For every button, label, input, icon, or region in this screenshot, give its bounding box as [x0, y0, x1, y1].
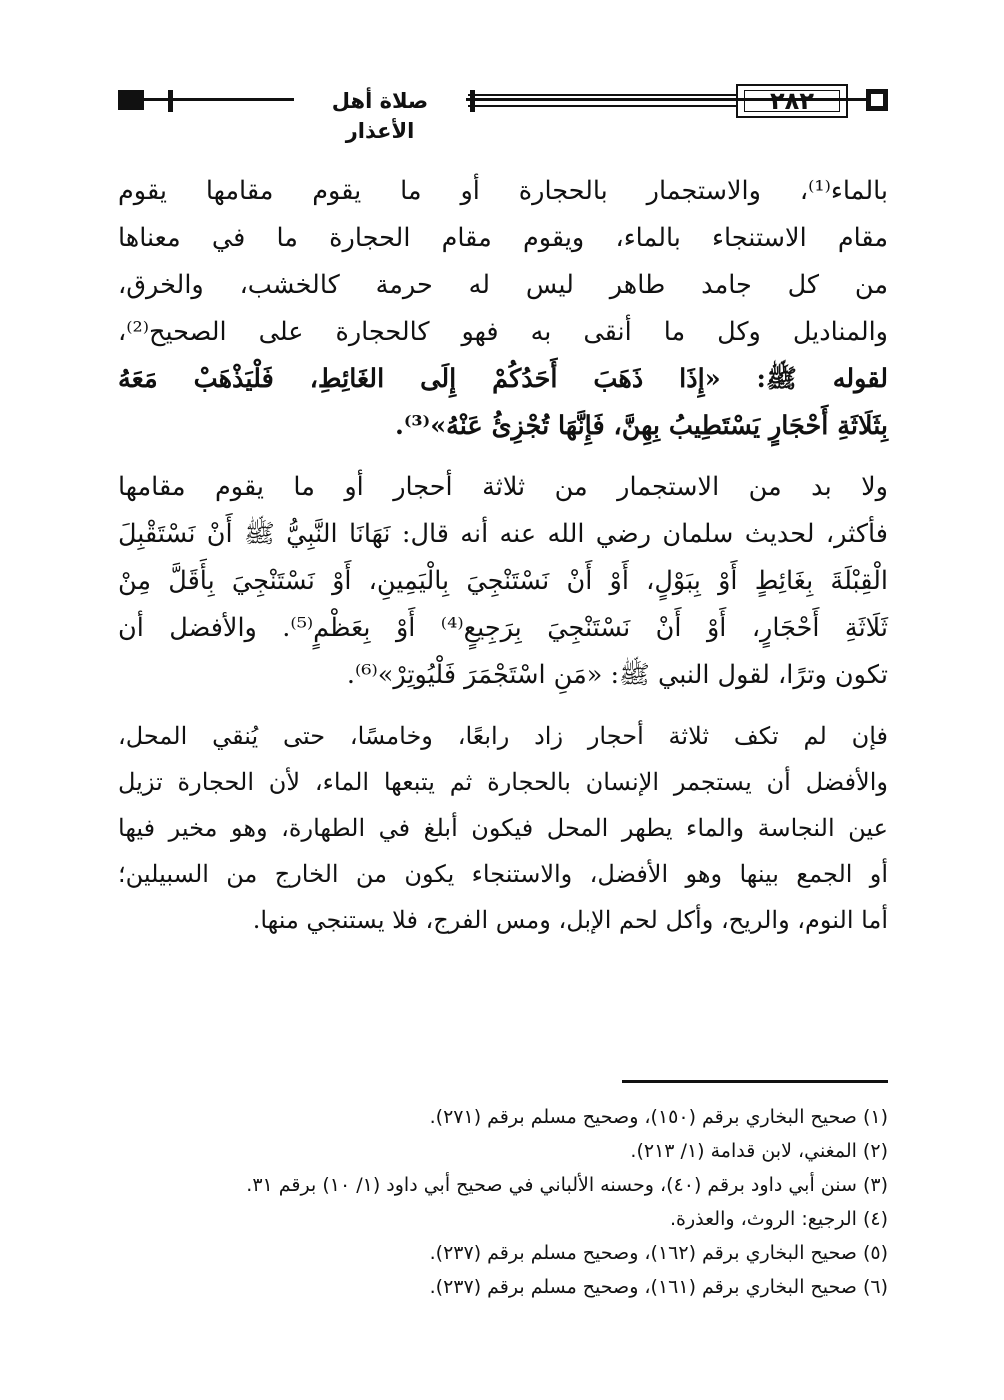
running-title: صلاة أهل الأعذار [294, 86, 466, 116]
footnote: (٢) المغني، لابن قدامة (١/ ٢١٣). [630, 1140, 888, 1162]
footnotes [118, 1100, 888, 1304]
text-line: أو الجمع بينها وهو الأفضل، والاستنجاء يكون من الخارج من السبيلين؛ [118, 860, 889, 888]
text-line: والأفضل أن يستجمر الإنسان بالحجارة ثم يتبعها الماء، لأن الحجارة تزيل [118, 768, 888, 796]
footnote: (٤) الرجيع: الروث، والعذرة. [669, 1208, 888, 1230]
header-rule-thin-top [468, 94, 736, 96]
text-line: ولا بد من الاستجمار من ثلاثة أحجار أو ما يقوم مقامها [118, 472, 888, 502]
header-rule-thin-bottom [468, 105, 736, 107]
footnote: (١) صحيح البخاري برقم (١٥٠)، وصحيح مسلم برقم (٢٧١). [429, 1106, 888, 1128]
text-line: أما النوم، والريح، وأكل لحم الإبل، ومس الفرج، فلا يستنجي منها. [252, 906, 888, 934]
footnote-separator [622, 1080, 888, 1083]
header-ornament-block [118, 90, 144, 110]
paragraph-3 [118, 713, 888, 943]
text-line: مقام الاستنجاء بالماء، ويقوم مقام الحجارة ما في معناها [118, 223, 888, 253]
text-line: فإن لم تكف ثلاثة أحجار زاد رابعًا، وخامسًا، حتى يُنقي المحل، [118, 722, 888, 750]
page-number-frame [736, 84, 848, 118]
text-line: تكون وترًا، لقول النبي ﷺ: «مَنِ اسْتَجْمَرَ فَلْيُوتِرْ»⁽⁶⁾. [346, 660, 888, 690]
text-line: فأكثر، لحديث سلمان رضي الله عنه أنه قال: نَهَانَا النَّبِيُّ ﷺ أَنْ نَسْتَقْبِلَ [118, 519, 888, 549]
footnote: (٦) صحيح البخاري برقم (١٦١)، وصحيح مسلم برقم (٢٣٧). [429, 1276, 888, 1298]
footnote: (٣) سنن أبي داود برقم (٤٠)، وحسنه الألباني في صحيح أبي داود (١/ ١٠) برقم ٣١. [246, 1174, 888, 1196]
text-line: عين النجاسة والماء يطهر المحل فيكون أبلغ في الطهارة، وهو مخير فيها [118, 814, 888, 842]
paragraph-2 [118, 464, 888, 699]
hadith-line: لقوله ﷺ: «إِذَا ذَهَبَ أَحَدُكُمْ إِلَى الغَائِطِ، فَلْيَذْهَبْ مَعَهُ [118, 364, 888, 394]
text-line: ثَلَاثَةِ أَحْجَارٍ، أَوْ أَنْ نَسْتَنْجِيَ بِرَجِيعٍ⁽⁴⁾ أَوْ بِعَظْمٍ⁽⁵⁾. والأفضل أن [118, 613, 888, 643]
text-line: الْقِبْلَةَ بِغَائِطٍ أَوْ بِبَوْلٍ، أَوْ أَنْ نَسْتَنْجِيَ بِالْيَمِينِ، أَوْ نَسْتَنْجِيَ بِأَقَلَّ مِنْ [118, 566, 888, 596]
page-header [118, 84, 888, 143]
text-line: والمناديل وكل ما أنقى به فهو كالحجارة على الصحيح⁽²⁾، [118, 317, 888, 347]
header-ornament-box [866, 89, 888, 111]
text-line: بالماء⁽¹⁾، والاستجمار بالحجارة أو ما يقوم مقامها يقوم [118, 176, 888, 206]
header-divider-right [470, 90, 475, 112]
text-line: من كل جامد طاهر ليس له حرمة كالخشب، والخرق، [118, 270, 888, 300]
hadith-line: بِثَلَاثَةِ أَحْجَارٍ يَسْتَطِيبُ بِهِنَّ، فَإِنَّهَا تُجْزِئُ عَنْهُ»⁽³⁾. [394, 411, 888, 441]
page-number: ٢٨٢ [744, 90, 840, 112]
header-divider-left [168, 90, 173, 112]
main-text [118, 168, 888, 943]
footnote: (٥) صحيح البخاري برقم (١٦٢)، وصحيح مسلم برقم (٢٣٧). [429, 1242, 888, 1264]
paragraph-1 [118, 168, 888, 450]
